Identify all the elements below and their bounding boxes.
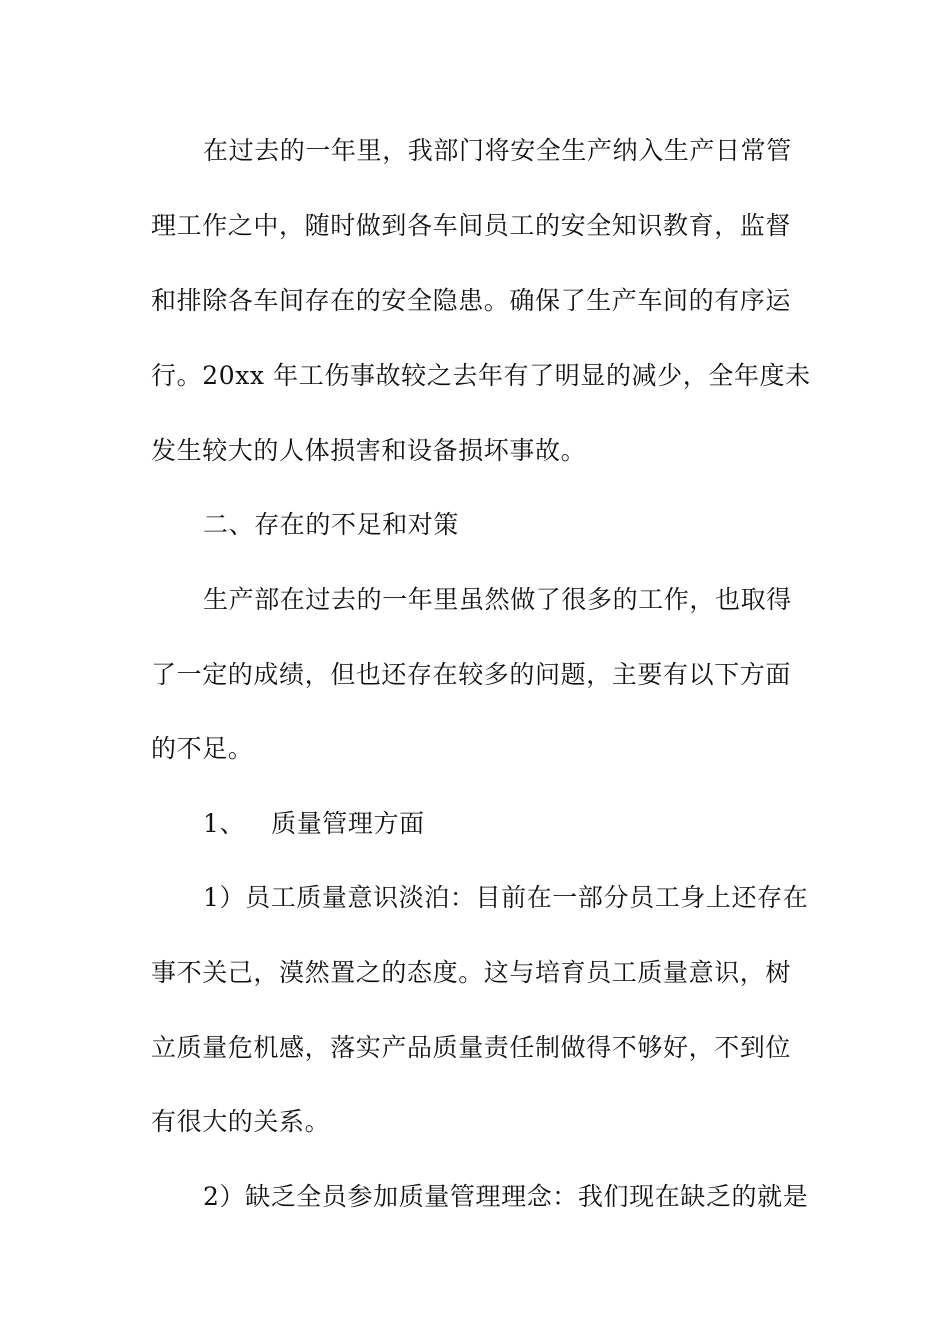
paragraph-item2-line-1: 2）缺乏全员参加质量管理理念：我们现在缺乏的就是 bbox=[203, 1182, 809, 1211]
paragraph-safety-line-1: 在过去的一年里，我部门将安全生产纳入生产日常管 bbox=[203, 136, 792, 165]
paragraph-safety-line-2: 理工作之中，随时做到各车间员工的安全知识教育，监督 bbox=[151, 211, 792, 240]
subheading-title: 质量管理方面 bbox=[271, 809, 425, 838]
paragraph-safety-line-3: 和排除各车间存在的安全隐患。确保了生产车间的有序运 bbox=[151, 286, 792, 315]
paragraph-intro-line-3: 的不足。 bbox=[151, 734, 254, 763]
subheading-quality-management bbox=[203, 804, 863, 844]
section-heading-shortcomings: 二、存在的不足和对策 bbox=[203, 510, 460, 539]
paragraph-item1-line-1: 1）员工质量意识淡泊：目前在一部分员工身上还存在 bbox=[203, 883, 809, 912]
paragraph-intro-line-2: 了一定的成绩，但也还存在较多的问题，主要有以下方面 bbox=[151, 660, 792, 689]
paragraph-item1-line-3: 立质量危机感，落实产品质量责任制做得不够好，不到位 bbox=[151, 1033, 792, 1062]
paragraph-safety-line-4: 行。20xx 年工伤事故较之去年有了明显的减少，全年度未 bbox=[151, 361, 811, 390]
paragraph-item1-line-2: 事不关己，漠然置之的态度。这与培育员工质量意识，树 bbox=[151, 958, 792, 987]
subheading-number: 1、 bbox=[203, 809, 246, 838]
paragraph-item1-line-4: 有很大的关系。 bbox=[151, 1107, 331, 1136]
paragraph-safety-line-5: 发生较大的人体损害和设备损坏事故。 bbox=[151, 436, 587, 465]
paragraph-intro-line-1: 生产部在过去的一年里虽然做了很多的工作，也取得 bbox=[203, 585, 792, 614]
